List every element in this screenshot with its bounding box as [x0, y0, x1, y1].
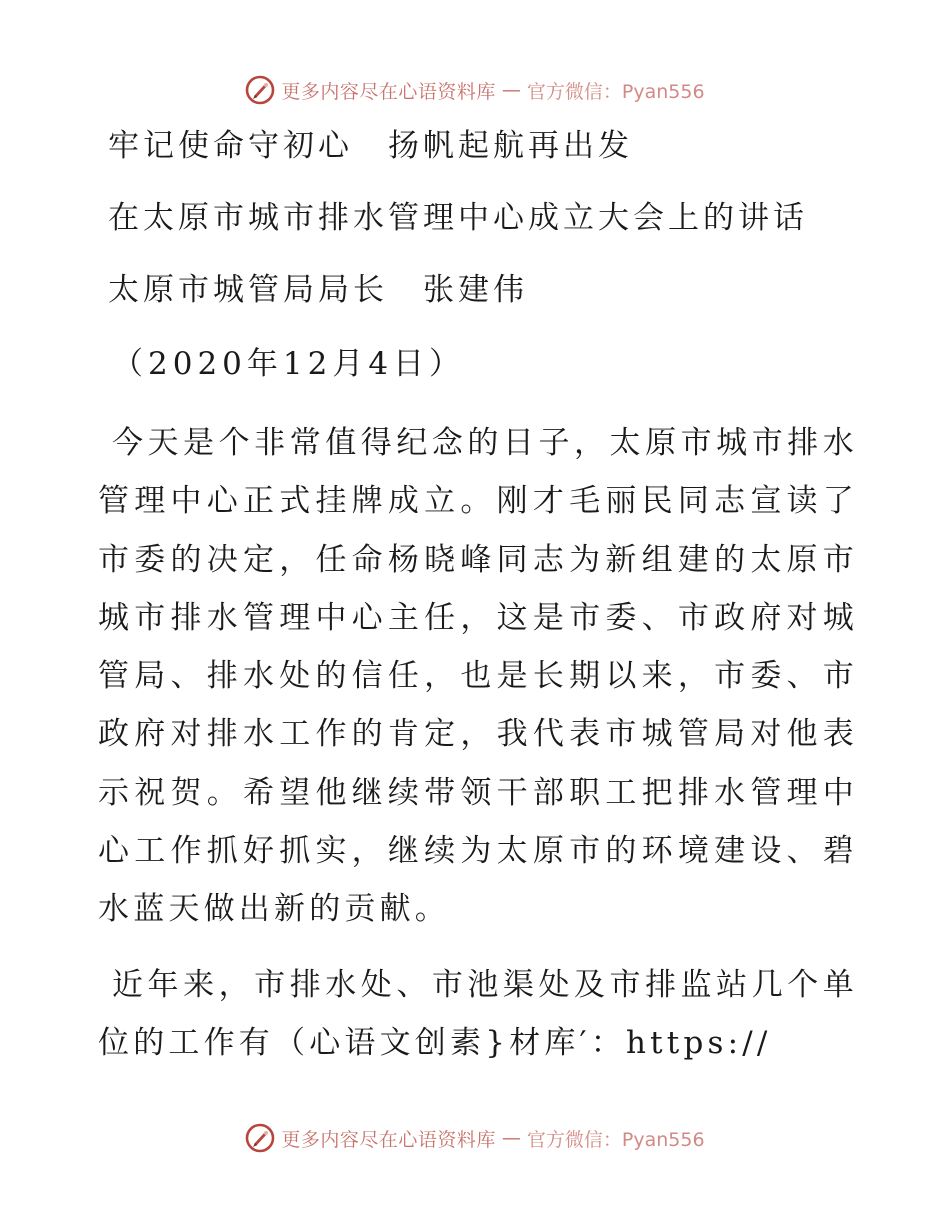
quill-seal-icon	[245, 75, 275, 105]
paragraph: 近年来，市排水处、市池渠处及市排监站几个单位的工作有（心语文创素}材库′：https://	[98, 967, 858, 1062]
banner-wechat: 官方微信：Pyan556	[526, 1128, 705, 1151]
date-line: （2020年12月4日）	[112, 346, 466, 382]
title-line-1: 牢记使命守初心 扬帆起航再出发	[108, 128, 633, 164]
banner-text: 更多内容尽在心语资料库	[281, 80, 496, 103]
paragraph: 今天是个非常值得纪念的日子，太原市城市排水管理中心正式挂牌成立。刚才毛丽民同志宣读了市委的决定，任命杨晓峰同志为新组建的太原市城市排水管理中心主任，这是市委、市政府对城管局、排水处的信任，也是长期以来，市委、市政府对排水工作的肯定，我代表市城管局对他表示祝贺。希望他继续带领干部职工把排水管理中心工作抓好抓实，继续为太原市的环境建设、碧水蓝天做出新的贡献。	[98, 425, 858, 928]
banner-wechat: 官方微信：Pyan556	[526, 80, 705, 103]
title-line-2: 在太原市城市排水管理中心成立大会上的讲话	[108, 200, 808, 236]
banner-separator: —	[501, 79, 521, 101]
footer-banner	[0, 1118, 950, 1158]
banner-separator: —	[501, 1127, 521, 1149]
quill-seal-icon	[245, 1123, 275, 1153]
author-line: 太原市城管局局长 张建伟	[108, 272, 528, 308]
banner-text: 更多内容尽在心语资料库	[281, 1128, 496, 1151]
header-banner	[0, 70, 950, 110]
